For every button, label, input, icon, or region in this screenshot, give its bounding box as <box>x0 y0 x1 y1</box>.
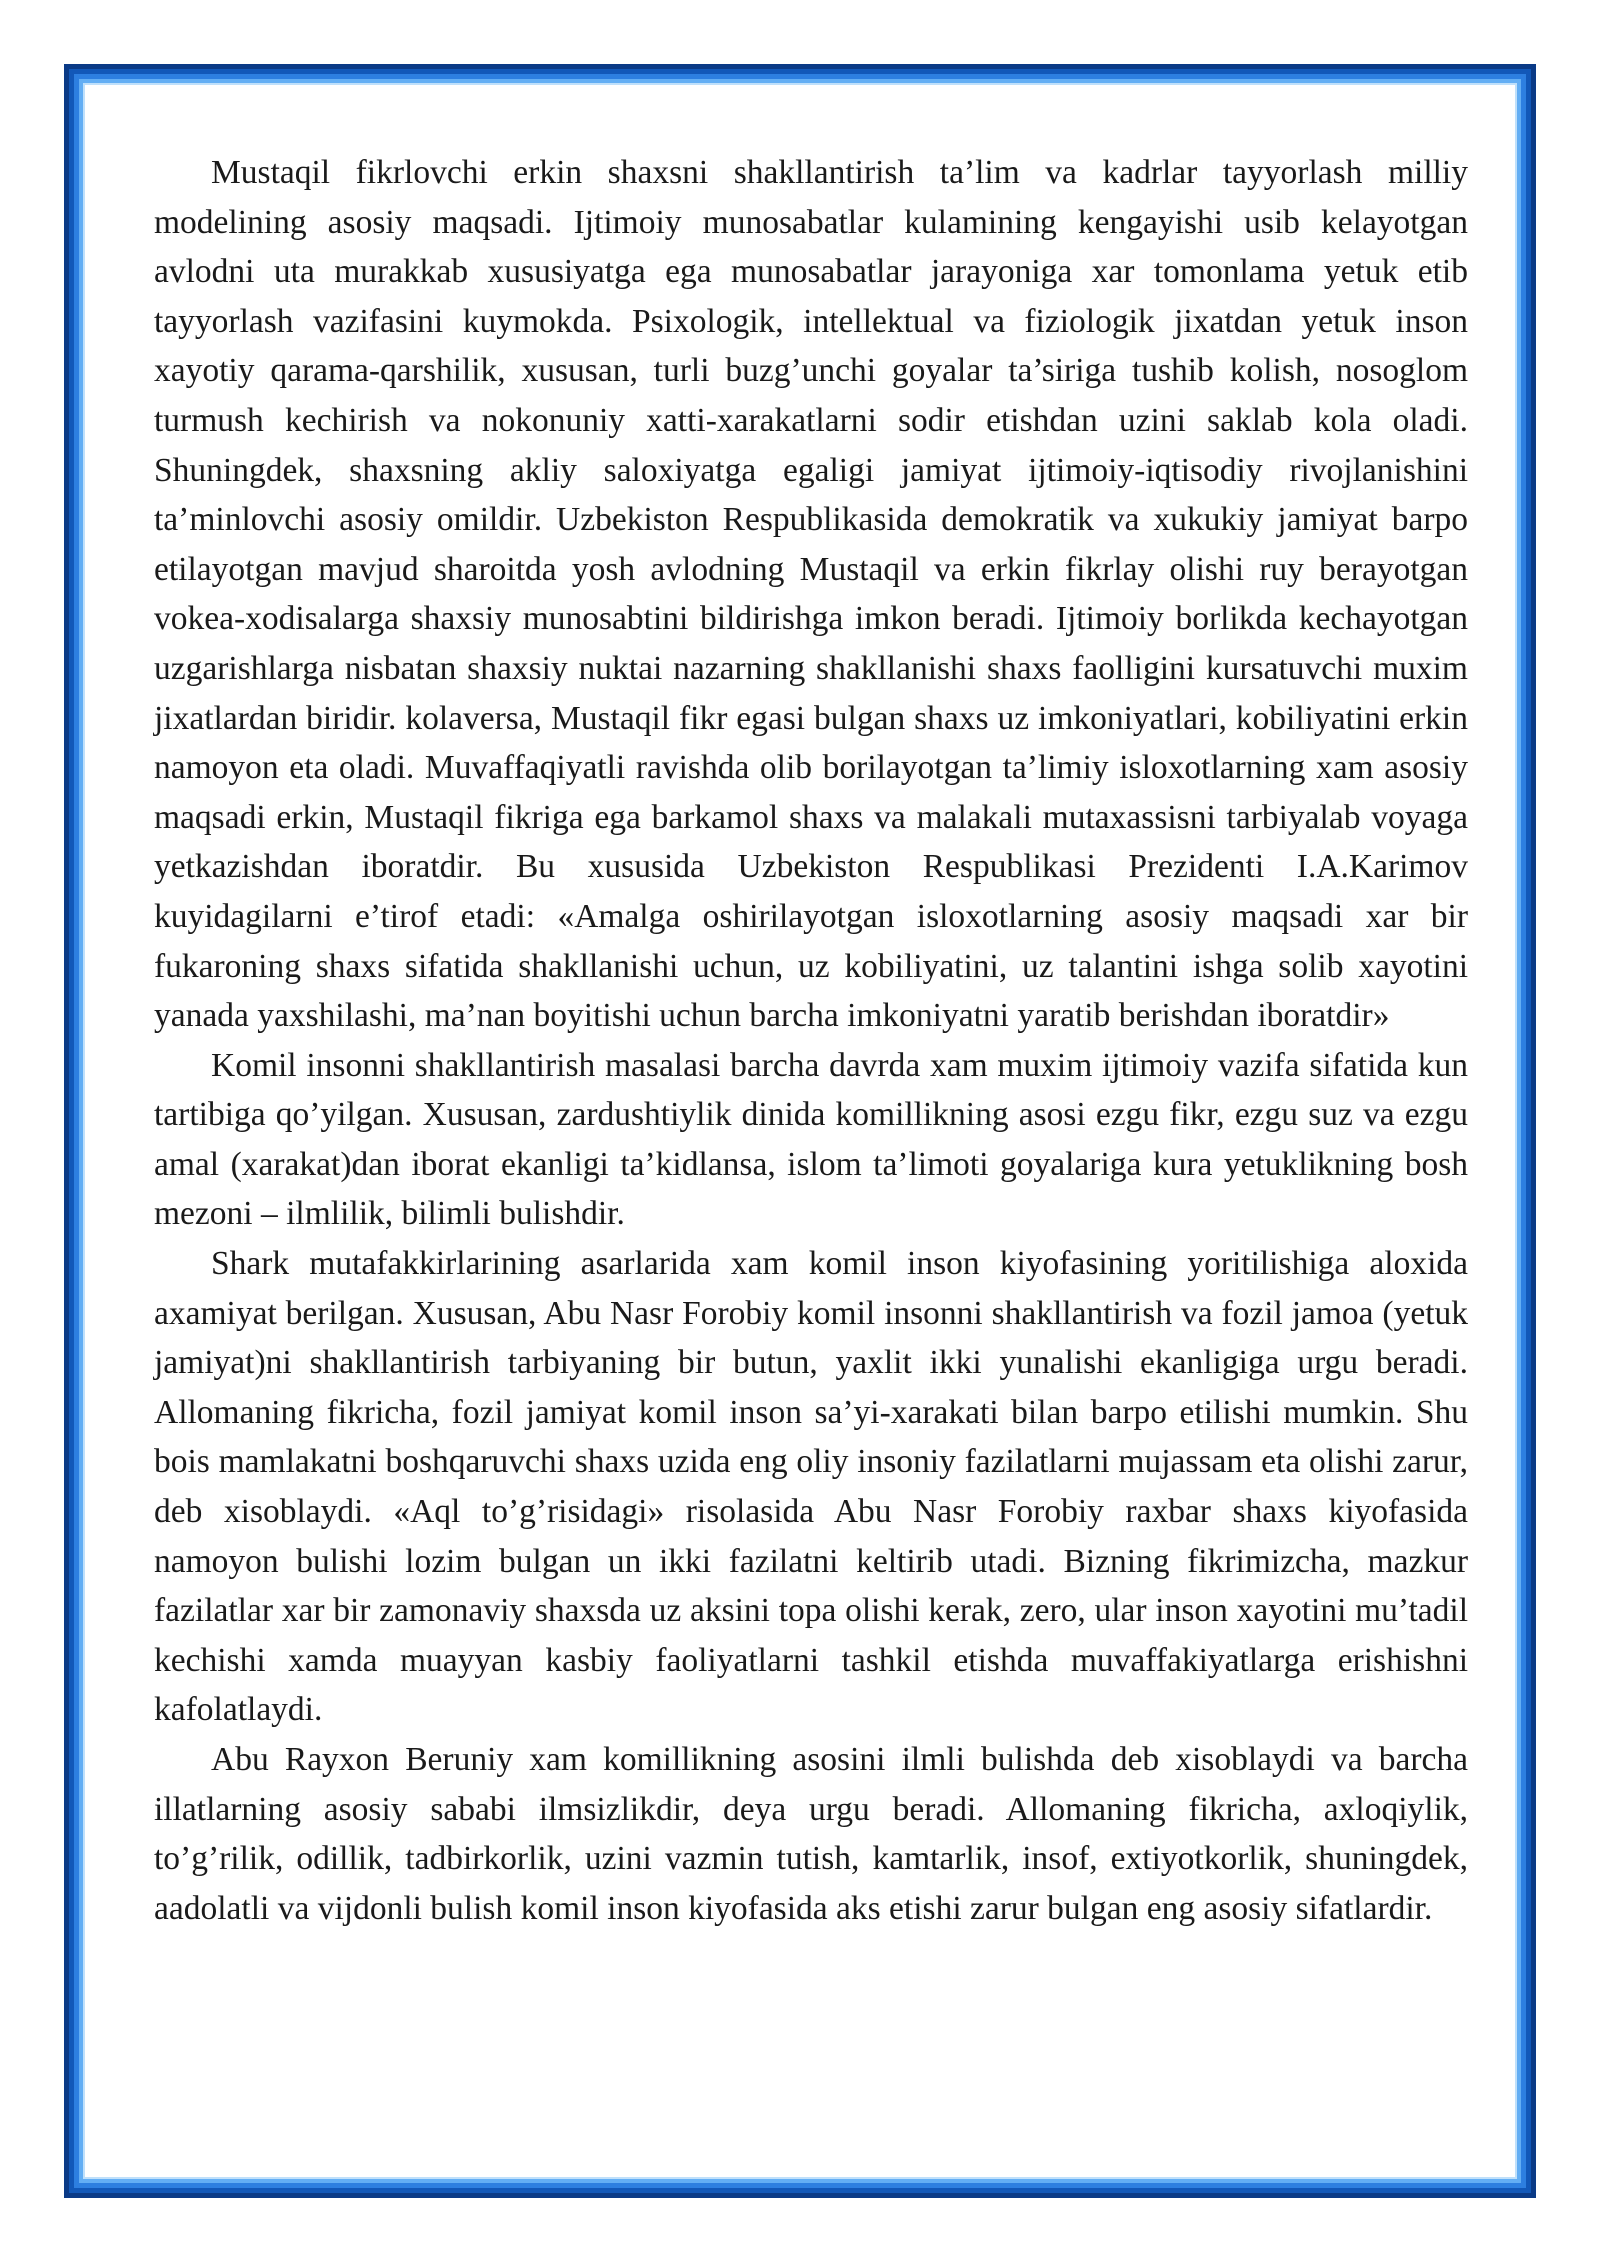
document-body <box>154 148 1468 1933</box>
paragraph-1: Mustaqil fikrlovchi erkin shaxsni shakllantirish ta’lim va kadrlar tayyorlash milliy modelining asosiy maqsadi. Ijtimoiy munosabatlar kulamining kengayishi usib kelayotgan avlodni uta murakkab xususiyatga ega munosabatlar jarayoniga xar tomonlama yetuk etib tayyorlash vazifasini kuymokda. Psixologik, intellektual va fiziologik jixatdan yetuk inson xayotiy qarama-qarshilik, xususan, turli buzg’unchi goyalar ta’siriga tushib kolish, nosoglom turmush kechirish va nokonuniy xatti-xarakatlarni sodir etishdan uzini saklab kola oladi. Shuningdek, shaxsning akliy saloxiyatga egaligi jamiyat ijtimoiy-iqtisodiy rivojlanishini ta’minlovchi asosiy omildir. Uzbekiston Respublikasida demokratik va xukukiy jamiyat barpo etilayotgan mavjud sharoitda yosh avlodning Mustaqil va erkin fikrlay olishi ruy berayotgan vokea-xodisalarga shaxsiy munosabtini bildirishga imkon beradi. Ijtimoiy borlikda kechayotgan uzgarishlarga nisbatan shaxsiy nuktai nazarning shakllanishi shaxs faolligini kursatuvchi muxim jixatlardan biridir. kolaversa, Mustaqil fikr egasi bulgan shaxs uz imkoniyatlari, kobiliyatini erkin namoyon eta oladi. Muvaffaqiyatli ravishda olib borilayotgan ta’limiy isloxotlarning xam asosiy maqsadi erkin, Mustaqil fikriga ega barkamol shaxs va malakali mutaxassisni tarbiyalab voyaga yetkazishdan iboratdir. Bu xususida Uzbekiston Respublikasi Prezidenti I.A.Karimov kuyidagilarni e’tirof etadi: «Amalga oshirilayotgan isloxotlarning asosiy maqsadi xar bir fukaroning shaxs sifatida shakllanishi uchun, uz kobiliyatini, uz talantini ishga solib xayotini yanada yaxshilashi, ma’nan boyitishi uchun barcha imkoniyatni yaratib berishdan iboratdir» <box>154 154 1468 1035</box>
paragraph-3: Shark mutafakkirlarining asarlarida xam komil inson kiyofasining yoritilishiga aloxida axamiyat berilgan. Xususan, Abu Nasr Forobiy komil insonni shakllantirish va fozil jamoa (yetuk jamiyat)ni shakllantirish tarbiyaning bir butun, yaxlit ikki yunalishi ekanligiga urgu beradi. Allomaning fikricha, fozil jamiyat komil inson sa’yi-xarakati bilan barpo etilishi mumkin. Shu bois mamlakatni boshqaruvchi shaxs uzida eng oliy insoniy fazilatlarni mujassam eta olishi zarur, deb xisoblaydi. «Aql to’g’risidagi» risolasida Abu Nasr Forobiy raxbar shaxs kiyofasida namoyon bulishi lozim bulgan un ikki fazilatni keltirib utadi. Bizning fikrimizcha, mazkur fazilatlar xar bir zamonaviy shaxsda uz aksini topa olishi kerak, zero, ular inson xayotini mu’tadil kechishi xamda muayyan kasbiy faoliyatlarni tashkil etishda muvaffakiyatlarga erishishni kafolatlaydi. <box>154 1245 1468 1729</box>
paragraph-2: Komil insonni shakllantirish masalasi barcha davrda xam muxim ijtimoiy vazifa sifatida kun tartibiga qo’yilgan. Xususan, zardushtiylik dinida komillikning asosi ezgu fikr, ezgu suz va ezgu amal (xarakat)dan iborat ekanligi ta’kidlansa, islom ta’limoti goyalariga kura yetuklikning bosh mezoni – ilmlilik, bilimli bulishdir. <box>154 1046 1468 1233</box>
paragraph-4: Abu Rayxon Beruniy xam komillikning asosini ilmli bulishda deb xisoblaydi va barcha illatlarning asosiy sababi ilmsizlikdir, deya urgu beradi. Allomaning fikricha, axloqiylik, to’g’rilik, odillik, tadbirkorlik, uzini vazmin tutish, kamtarlik, insof, extiyotkorlik, shuningdek, aadolatli va vijdonli bulish komil inson kiyofasida aks etishi zarur bulgan eng asosiy sifatlardir. <box>154 1741 1468 1927</box>
